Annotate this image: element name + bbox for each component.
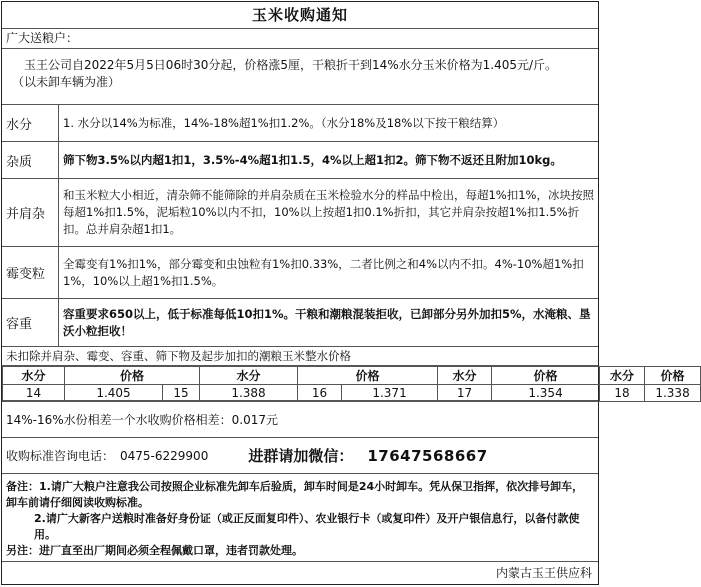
notice-document [1,1,690,585]
rule-label: 容重 [2,299,59,346]
footer-signature: 内蒙古玉王供应科 [495,566,592,580]
wechat-number: 17647568667 [367,446,488,465]
rule-text: 1. 水分以14%为标准，14%-18%超1%扣1.2%。（水分18%及18%以下按干粮结算） [63,115,505,130]
value-cell: 1.354 [492,385,600,402]
header-cell: 价格 [645,367,701,385]
note-2: 2.请广大新客户送粮时准备好身份证（或正反面复印件）、农业银行卡（或复印件）及开户银信息行，以备付款使用。 [34,512,580,541]
rule-text: 容重要求650以上，低于标准每低10扣1%。干粮和潮粮混装拒收，已卸部分另外加扣5%，水淹粮、垦沃小粒拒收！ [63,306,591,338]
contact-row [2,438,598,474]
rule-text: 和玉米粒大小相近，清杂筛不能筛除的并肩杂质在玉米检验水分的样品中检出，每超1%扣1%，冰块按照每超1%扣1.5%，泥垢粒10%以内不扣，10%以上按超1扣0.1%折扣，其它并肩杂按超1%扣1.5%折扣。总并肩杂超1扣1。 [63,188,594,236]
rule-row-shoulder-impurity [2,179,598,247]
header-cell: 水分 [3,367,65,385]
header-cell: 价格 [298,367,438,385]
value-cell: 17 [438,385,492,402]
price-table-header [3,367,701,385]
wechat-label: 进群请加微信： [248,447,354,465]
value-cell: 1.371 [342,385,438,402]
rule-text: 筛下物3.5%以内超1扣1，3.5%-4%超1扣1.5，4%以上超1扣2。筛下物不返还且附加10kg。 [63,152,562,167]
value-cell: 18 [600,385,645,402]
price-notice: 未扣除并肩杂、霉变、容重、筛下物及起步加扣的潮粮玉米整水价格 [2,347,598,366]
value-cell: 1.405 [65,385,163,402]
rule-row-impurity [2,142,598,179]
rule-row-mildew [2,247,598,299]
rule-label: 霉变粒 [2,247,59,298]
contact-phone: 0475-6229900 [120,448,209,463]
value-cell: 14 [3,385,65,402]
intro-paragraph [2,49,598,105]
rule-label: 并肩杂 [2,179,59,246]
value-cell: 1.338 [645,385,701,402]
note-3: 另注：进厂直至出厂期间必须全程佩戴口罩，违者罚款处理。 [6,544,303,557]
header-cell: 水分 [200,367,298,385]
contact-label: 收购标准咨询电话： [6,449,115,463]
greeting: 广大送粮户： [2,29,598,49]
value-cell: 15 [163,385,200,402]
page-title: 玉米收购通知 [2,2,598,29]
rule-label: 水分 [2,105,59,141]
header-cell: 水分 [600,367,645,385]
price-table [2,366,701,402]
header-cell: 水分 [438,367,492,385]
value-cell: 1.388 [200,385,298,402]
header-cell: 价格 [65,367,200,385]
price-table-row [3,385,701,402]
notes-section [2,474,598,562]
intro-line1: 玉王公司自2022年5月5日06时30分起，价格涨5厘，干粮折干到14%水分玉米价格为1.405元/斤。 [24,58,558,72]
rule-label: 杂质 [2,142,59,178]
note-1: 备注：1.请广大粮户注意我公司按照企业标准先卸车后验质，卸车时间是24小时卸车。凭从保卫指挥，依次排号卸车，卸车前请仔细阅读收购标准。 [6,480,584,509]
price-difference: 14%-16%水份相差一个水收购价格相差：0.017元 [2,400,598,438]
intro-line2: （以未卸车辆为准） [12,75,121,89]
rule-row-moisture [2,105,598,142]
header-cell: 价格 [492,367,600,385]
rule-text: 全霉变有1%扣1%，部分霉变和虫蚀粒有1%扣0.33%，二者比例之和4%以内不扣。4%-10%超1%扣1%，10%以上超1%扣1.5%。 [63,256,584,288]
value-cell: 16 [298,385,342,402]
rule-row-bulk-density [2,299,598,347]
